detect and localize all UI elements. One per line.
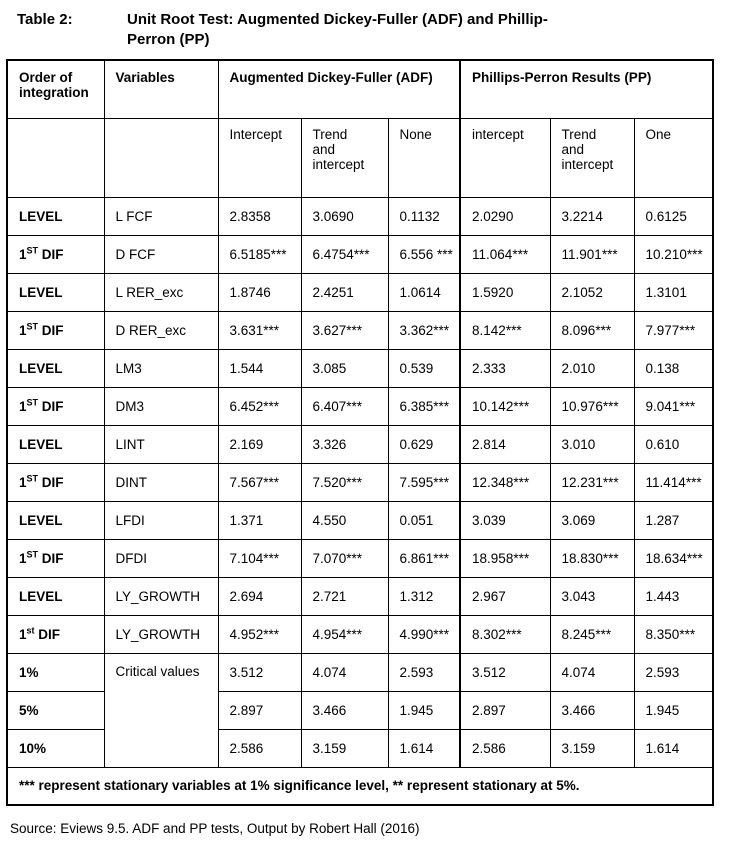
order-cell: LEVEL — [7, 425, 104, 463]
header-adf-none: None — [388, 118, 460, 197]
header-pp-intercept: intercept — [460, 118, 550, 197]
value-cell: 3.039 — [460, 501, 550, 539]
value-cell: 6.452*** — [218, 387, 301, 425]
table-title — [17, 10, 735, 50]
value-cell: 2.967 — [460, 577, 550, 615]
table-row — [7, 539, 713, 577]
value-cell: 2.721 — [301, 577, 388, 615]
value-cell: 1.0614 — [388, 273, 460, 311]
value-cell: 2.8358 — [218, 197, 301, 235]
variable-cell: DFDI — [104, 539, 218, 577]
value-cell: 1.287 — [634, 501, 713, 539]
variable-cell: DINT — [104, 463, 218, 501]
value-cell: 6.385*** — [388, 387, 460, 425]
table-header — [7, 60, 713, 197]
value-cell: 3.631*** — [218, 311, 301, 349]
order-cell: 1ST DIF — [7, 235, 104, 273]
value-cell: 0.629 — [388, 425, 460, 463]
table-row — [7, 197, 713, 235]
value-cell: 3.069 — [550, 501, 634, 539]
order-cell: 1ST DIF — [7, 539, 104, 577]
value-cell: 7.070*** — [301, 539, 388, 577]
order-superscript: st — [26, 625, 35, 635]
value-cell: 7.977*** — [634, 311, 713, 349]
variable-cell: D RER_exc — [104, 311, 218, 349]
header-variables: Variables — [104, 60, 218, 118]
value-cell: 3.466 — [301, 691, 388, 729]
value-cell: 11.414*** — [634, 463, 713, 501]
order-cell: 5% — [7, 691, 104, 729]
header-group-pp: Phillips-Perron Results (PP) — [460, 60, 713, 118]
header-pp-trend-and-intercept: Trend and intercept — [550, 118, 634, 197]
value-cell: 8.096*** — [550, 311, 634, 349]
order-cell: LEVEL — [7, 501, 104, 539]
source-note: Source: Eviews 9.5. ADF and PP tests, Output by Robert Hall (2016) — [10, 821, 420, 836]
value-cell: 2.586 — [460, 729, 550, 767]
variable-cell: Critical values — [104, 653, 218, 767]
value-cell: 4.074 — [550, 653, 634, 691]
order-cell: 1ST DIF — [7, 311, 104, 349]
value-cell: 10.976*** — [550, 387, 634, 425]
variable-cell: LY_GROWTH — [104, 615, 218, 653]
header-group-row — [7, 60, 713, 118]
table-row — [7, 387, 713, 425]
order-cell: 1ST DIF — [7, 463, 104, 501]
value-cell: 4.990*** — [388, 615, 460, 653]
table-row — [7, 425, 713, 463]
value-cell: 3.085 — [301, 349, 388, 387]
value-cell: 7.104*** — [218, 539, 301, 577]
value-cell: 2.593 — [634, 653, 713, 691]
value-cell: 2.169 — [218, 425, 301, 463]
value-cell: 6.5185*** — [218, 235, 301, 273]
value-cell: 3.627*** — [301, 311, 388, 349]
table-footer — [7, 767, 713, 805]
unit-root-table — [6, 59, 714, 806]
header-adf-intercept: Intercept — [218, 118, 301, 197]
value-cell: 8.350*** — [634, 615, 713, 653]
value-cell: 3.159 — [550, 729, 634, 767]
header-group-adf: Augmented Dickey-Fuller (ADF) — [218, 60, 460, 118]
value-cell: 2.010 — [550, 349, 634, 387]
value-cell: 2.694 — [218, 577, 301, 615]
variable-cell: D FCF — [104, 235, 218, 273]
value-cell: 2.0290 — [460, 197, 550, 235]
value-cell: 1.371 — [218, 501, 301, 539]
value-cell: 7.520*** — [301, 463, 388, 501]
value-cell: 2.897 — [460, 691, 550, 729]
table-body — [7, 197, 713, 767]
value-cell: 1.945 — [388, 691, 460, 729]
value-cell: 7.595*** — [388, 463, 460, 501]
value-cell: 8.245*** — [550, 615, 634, 653]
variable-cell: LY_GROWTH — [104, 577, 218, 615]
header-empty-cell — [7, 118, 104, 197]
table-row — [7, 349, 713, 387]
header-adf-trend-and-intercept: Trend and intercept — [301, 118, 388, 197]
table-row — [7, 615, 713, 653]
value-cell: 1.312 — [388, 577, 460, 615]
header-pp-one: One — [634, 118, 713, 197]
value-cell: 1.443 — [634, 577, 713, 615]
footnote-cell: *** represent stationary variables at 1% significance level, ** represent stationary at 5%. — [7, 767, 713, 805]
value-cell: 3.2214 — [550, 197, 634, 235]
table-row — [7, 235, 713, 273]
order-cell: LEVEL — [7, 273, 104, 311]
value-cell: 1.945 — [634, 691, 713, 729]
variable-cell: LM3 — [104, 349, 218, 387]
value-cell: 1.3101 — [634, 273, 713, 311]
value-cell: 10.210*** — [634, 235, 713, 273]
value-cell: 1.614 — [634, 729, 713, 767]
order-superscript: ST — [26, 321, 39, 331]
value-cell: 3.326 — [301, 425, 388, 463]
table-row — [7, 653, 713, 691]
order-cell: 1st DIF — [7, 615, 104, 653]
value-cell: 10.142*** — [460, 387, 550, 425]
order-cell: LEVEL — [7, 197, 104, 235]
table-title-line-2: Perron (PP) — [127, 31, 210, 48]
table-row — [7, 273, 713, 311]
value-cell: 3.010 — [550, 425, 634, 463]
value-cell: 4.550 — [301, 501, 388, 539]
value-cell: 6.407*** — [301, 387, 388, 425]
value-cell: 18.634*** — [634, 539, 713, 577]
value-cell: 0.539 — [388, 349, 460, 387]
footnote-row — [7, 767, 713, 805]
order-cell: 1ST DIF — [7, 387, 104, 425]
value-cell: 11.064*** — [460, 235, 550, 273]
value-cell: 12.348*** — [460, 463, 550, 501]
order-superscript: ST — [26, 473, 39, 483]
value-cell: 3.0690 — [301, 197, 388, 235]
value-cell: 3.159 — [301, 729, 388, 767]
value-cell: 2.4251 — [301, 273, 388, 311]
table-row — [7, 577, 713, 615]
value-cell: 3.362*** — [388, 311, 460, 349]
value-cell: 1.614 — [388, 729, 460, 767]
value-cell: 1.5920 — [460, 273, 550, 311]
order-cell: LEVEL — [7, 349, 104, 387]
table-title-text — [127, 10, 627, 50]
value-cell: 11.901*** — [550, 235, 634, 273]
value-cell: 1.544 — [218, 349, 301, 387]
header-empty-cell — [104, 118, 218, 197]
value-cell: 4.074 — [301, 653, 388, 691]
value-cell: 8.142*** — [460, 311, 550, 349]
value-cell: 4.954*** — [301, 615, 388, 653]
table-row — [7, 311, 713, 349]
value-cell: 2.593 — [388, 653, 460, 691]
table-row — [7, 463, 713, 501]
variable-cell: L FCF — [104, 197, 218, 235]
order-cell: 1% — [7, 653, 104, 691]
value-cell: 2.586 — [218, 729, 301, 767]
variable-cell: L RER_exc — [104, 273, 218, 311]
variable-cell: LFDI — [104, 501, 218, 539]
table-row — [7, 501, 713, 539]
variable-cell: LINT — [104, 425, 218, 463]
value-cell: 0.610 — [634, 425, 713, 463]
order-cell: LEVEL — [7, 577, 104, 615]
value-cell: 3.466 — [550, 691, 634, 729]
header-sub-row — [7, 118, 713, 197]
value-cell: 2.1052 — [550, 273, 634, 311]
value-cell: 2.897 — [218, 691, 301, 729]
order-cell: 10% — [7, 729, 104, 767]
value-cell: 0.6125 — [634, 197, 713, 235]
value-cell: 0.051 — [388, 501, 460, 539]
value-cell: 12.231*** — [550, 463, 634, 501]
order-superscript: ST — [26, 245, 39, 255]
value-cell: 0.138 — [634, 349, 713, 387]
header-order-of-integration: Order of integration — [7, 60, 104, 118]
value-cell: 7.567*** — [218, 463, 301, 501]
value-cell: 2.333 — [460, 349, 550, 387]
variable-cell: DM3 — [104, 387, 218, 425]
value-cell: 2.814 — [460, 425, 550, 463]
value-cell: 0.1132 — [388, 197, 460, 235]
value-cell: 18.830*** — [550, 539, 634, 577]
value-cell: 4.952*** — [218, 615, 301, 653]
value-cell: 3.512 — [460, 653, 550, 691]
value-cell: 3.043 — [550, 577, 634, 615]
value-cell: 6.861*** — [388, 539, 460, 577]
value-cell: 6.4754*** — [301, 235, 388, 273]
value-cell: 3.512 — [218, 653, 301, 691]
table-title-line-1: Unit Root Test: Augmented Dickey-Fuller (ADF) and Phillip- — [127, 11, 548, 28]
value-cell: 18.958*** — [460, 539, 550, 577]
order-superscript: ST — [26, 549, 39, 559]
value-cell: 8.302*** — [460, 615, 550, 653]
order-superscript: ST — [26, 397, 39, 407]
value-cell: 1.8746 — [218, 273, 301, 311]
value-cell: 6.556 *** — [388, 235, 460, 273]
value-cell: 9.041*** — [634, 387, 713, 425]
table-title-label: Table 2: — [17, 11, 73, 28]
